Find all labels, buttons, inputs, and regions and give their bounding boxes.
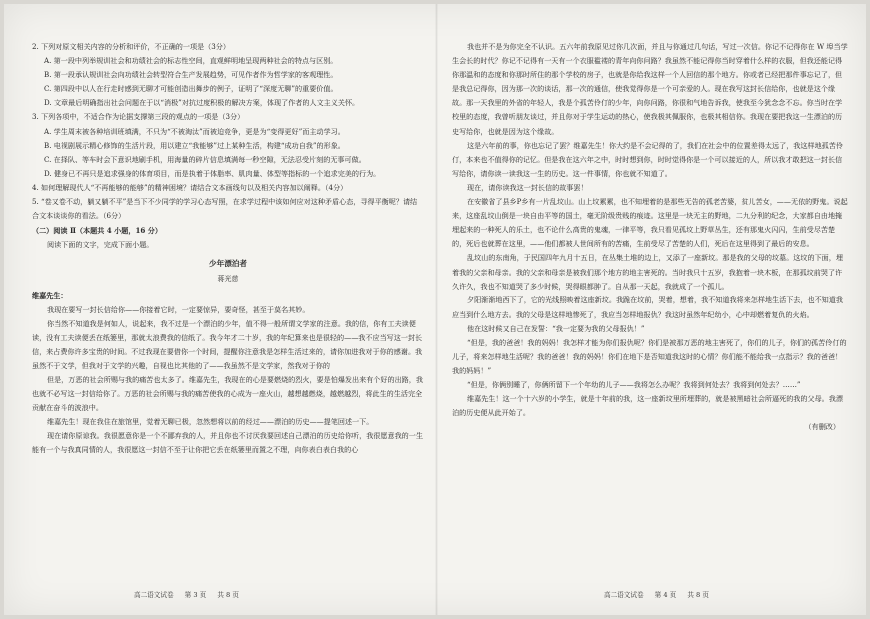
q3-option-d: D. 健身已不再只是追求强身的体育项目，而是执着于体脂率、肌肉量、体型等指标的一个追求完美的行为。 [44,168,381,178]
q3-option-c: C. 在择队、等车时会下意识地刷手机，用海量的碎片信息填满每一秒空隙，无法忍受片刻的无事可做。 [44,154,366,164]
footer-exam-name: 高二语文试卷 [134,591,174,599]
passage-paragraph: 维嘉先生！现在我住在旅馆里，觉着无聊已极，忽然想将以前的经过——漂泊的历史——提笔回述一下。 [47,417,374,427]
q2-option-c: C. 第四段中以人在行走时感到无聊才可能创造出舞步的例子，证明了“深度无聊”的重要价值。 [44,84,338,94]
exam-sheet [4,4,866,615]
footer-page: 第 3 页 [184,591,207,599]
question-4: 4. 如何理解现代人“不再能够的能够”的精神困境？请结合文本画线句以及相关内容加以阐释。（4分） [32,182,348,192]
footer-exam-name: 高二语文试卷 [604,591,644,599]
reading-instruction: 阅读下面的文字，完成下面小题。 [47,240,154,250]
q2-option-a: A. 第一段中列举规训社会和功绩社会的标志性空间，直观鲜明地呈现两种社会的特点与区别。 [44,56,338,66]
passage-paragraph: “但是，你俩别睡了，你俩所留下一个年幼的儿子——我将怎么办呢？我将到何处去？我将到何处去？……” [467,379,801,389]
question-5: 5. “卷又卷不动，躺又躺不平”是当下不少同学的学习心态写照，在求学过程中该如何应对这种矛盾心态，寻得平衡呢？请结合文本谈谈你的看法。（6分） [32,197,418,221]
passage-author: 蒋光慈 [217,274,239,283]
q3-option-a: A. 学生周末被各种培训班填满，不只为“不被淘汰”而被迫竞争，更是为“变得更好”而主动学习。 [44,126,345,136]
right-page [452,40,848,434]
passage-title: 少年漂泊者 [209,259,247,269]
passage-paragraph: 在安徽省了县乡P乡有一片乱坟山。山上坟累累，也不知埋着的是那些无告的孤老苦婆，贫儿苦女，——无依的野鬼。说起来，这座乱坟山倒是一块自由平等的国土，毫无阶级贵贱的痕迹。这里是一块无主的野地，二九分利的纪念，大家都自由地掩埋起来的一种死人的乐土，也不论什么高贵的鬼魂，一律平等，我只看见孤坟上野草丛生，还有那鬼火闪闪，生前受尽苦楚的，死后也就葬在这里，——他们都被人世间所有的苦痛，生前受尽了苦楚的人们，死后在这里得到了最后的安息。 [452,197,848,249]
passage-paragraph: 现在，请你读我这一封长信的故事罢！ [467,182,588,192]
passage-paragraph: 我也并不是为你完全不认识。五六年前我原见过你几次面，并且与你通过几句话，写过一次信。你记不记得你在 W 埠当学生会长的时代？你记不记得有一天有一个衣服褴褛的青年向你问路？我虽然不能记得你当时穿着什么样的衣服，但我还能记得你那温和的态度和你那时所住的那个学校的房子，也就是你给我这样一个人回信的那个地方。你或者已经把那件事忘记了，但是我总记得你，因为那一次的谈话，那一次的通信，使我觉得你是一个可亲爱的人。现在我写这封长信给你，也就是这个缘故。那一天我里的外省的年轻人，我是个孤苦伶仃的少年，向你问路，你很和气地告诉我，使我至今犹念念不忘。你当时在学校里的态度，我曾听朋友谈过，并且你对于学生运动的热心，使我极其佩服你，也极其相信你。我现在要把我这一生漂泊的历史写给你，也就是因为这个缘故。 [452,42,848,136]
passage-paragraph: 这是六年前的事，你也忘记了罢？维嘉先生！你大约是不会记得的了，我们在社会中的位置差得太远了，我这样地孤苦伶仃，本来也不值得你的记忆。但是我在这六年之中，时时想到你，时时觉得你是一个可以接近的人，所以我才敢把这一封长信写给你，请你读一读我这一生的历史。这一件事情，你也就不知道了。 [452,140,843,178]
passage-paragraph: 夕阳渐渐地西下了，它的光线照映着这座新坟。我跪在坟前，哭着，想着，我不知道我将来怎样地生活下去，也不知道我应当到什么地方去。我的父母是这样地惨死了，我应当怎样地报仇？我这时虽然年纪幼小，心中却燃着复仇的火焰。 [452,295,843,319]
right-footer [604,589,718,599]
passage-paragraph: 维嘉先生！这一个十六岁的小学生，就是十年前的我，这一座新坟里所埋葬的，就是被黑暗社会所逼死的我的父母。我漂泊的历史便从此开始了。 [452,394,843,418]
footer-total: 共 8 页 [217,591,239,599]
salutation: 维嘉先生： [32,290,68,300]
question-3: 3. 下列各项中，不适合作为论据支撑第三段的观点的一项是（3分） [32,112,245,122]
passage-paragraph: 但是，万恶的社会所赐与我的痛苦也太多了。维嘉先生，我现在的心是要燃烧的烈火，要是怕爆发出来有个好的出路，我也就不必写这一封信给你了。万恶的社会所赐与我的痛苦使我的心成为一座火山，越想越燃烧，越燃越烈，将此生的生活完全贡献在奋斗的波浪中。 [32,374,423,412]
q3-option-b: B. 电视剧展示精心修饰的生活片段，用以建立“我能够”过上某种生活，构建“成功自我”的形象。 [44,140,345,150]
passage-paragraph: 你当然不知道我是何如人，说起来，我不过是一个漂泊的少年，值不得一般所谓文学家的注意。我的信，你有工夫读便读，没有工夫读便丢在纸篓里，那就太浪费我的信纸了。我今年才二十岁，我的年纪算来也是很轻的——我不应当写这一封长信，来占费你许多宝贵的时间。不过我现在要借你一个时间，提醒你注意我是怎样生活过来的，请你加进我对于你的感谢。我虽然不于文学，但我对于文学的兴趣，自视也比其他的了——我虽然不是文学家，然我对于你的 [32,318,423,371]
left-page [32,40,424,457]
q2-option-b: B. 第一段承认规训社会向功绩社会转型符合生产发展趋势，可见作者作为哲学家的客观理性。 [44,70,338,80]
passage-paragraph: “但是，我的爸爸！我的妈妈！我怎样才能为你们报仇呢？你们是被那万恶的地主害死了，你们的儿子，你们的孤苦伶仃的儿子，将来怎样地生活呢？我的爸爸！我的妈妈！你们在地下是否知道我这时的心情？你们能不能给我一点指示？我的爸爸！我的妈妈！” [452,337,847,375]
page-fold [435,4,438,615]
section-heading: （二）阅读 Ⅱ（本题共 4 小题，16 分） [32,226,162,236]
passage-paragraph: 我现在要写一封长信给你——你接着它时，一定要惊异，要奇怪，甚至于莫名其妙。 [47,304,310,314]
edit-note: （有删改） [804,422,840,432]
q2-option-d: D. 文章最后明确指出社会问题在于以“消极”对抗过度积极的解决方案，体现了作者的人文主义关怀。 [44,98,360,108]
footer-page: 第 4 页 [654,591,677,599]
footer-total: 共 8 页 [687,591,709,599]
left-footer [134,589,248,599]
passage-paragraph: 乱坟山的东南角，于民国四年九月十五日，在丛集土堆的边上，又添了一座新坟。那是我的父母的坟墓。这坟的下面，埋着我的父亲和母亲。我的父亲和母亲是被我们那个地方的地主害死的。当时我只十五岁，我抱着一块木板，在那孤坟前哭了许久许久，我也不知道哭了多少时候，哭得眼都肿了。自从那一天起，我就成了一个孤儿。 [452,253,843,291]
passage-paragraph: 现在请你原谅我。我很愿意你是一个不鄙弃我的人，并且你也不讨厌我要回述自己漂泊的历史给你听，我很愿意我的一生能有一个与我真同情的人，我很愿这一封信不至于让你把它丢在纸篓里而置之不理，向你表白表白我的心 [32,431,423,455]
question-2: 2. 下列对原文相关内容的分析和评价，不正确的一项是（3分） [32,42,230,51]
passage-paragraph: 他在这时候又自己在发誓：“我一定要为我的父母报仇！” [467,323,645,333]
